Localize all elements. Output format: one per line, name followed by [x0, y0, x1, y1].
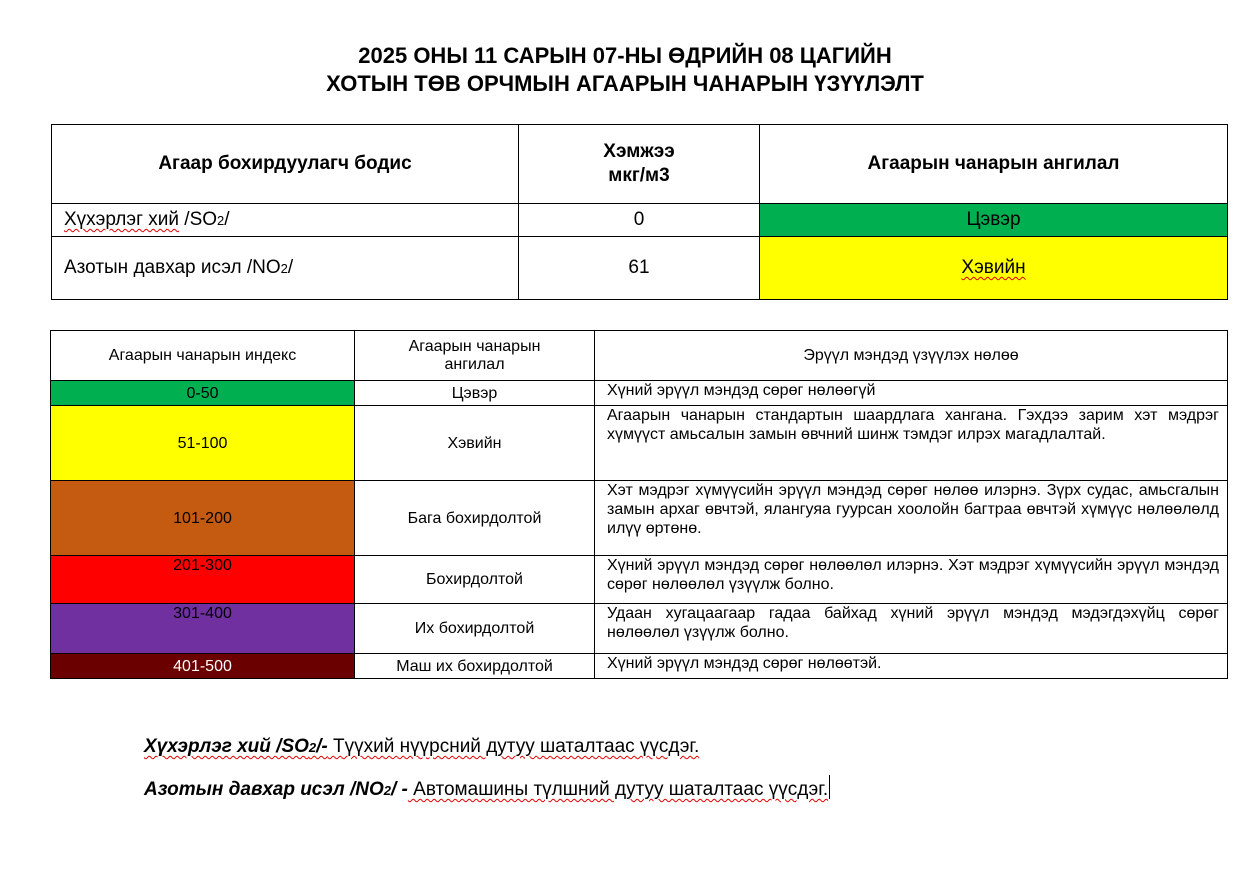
title-line-1: 2025 ОНЫ 11 САРЫН 07-НЫ ӨДРИЙН 08 ЦАГИЙН: [358, 43, 892, 68]
pollutant-name: Хүхэрлэг хий: [64, 209, 180, 230]
aqi-range: 51-100: [51, 406, 355, 481]
measurement-table: [51, 124, 1228, 300]
aqi-effect: Удаан хугацаагаар гадаа байхад хүний эрүүл мэндэд мэдэгдэхүйц сөрөг нөлөөлөл үзүүлж болно.: [595, 604, 1228, 654]
aqi-index-table: [50, 330, 1228, 679]
pollutant-cell: [52, 204, 519, 237]
aqi-range: 301-400: [51, 604, 355, 654]
pollutant-formula: /SO2/: [184, 209, 230, 230]
amount-value: 61: [519, 237, 760, 300]
pollutant-cell: [52, 237, 519, 300]
pollutant-formula: /NO2/: [246, 257, 294, 278]
aqi-category: Хэвийн: [355, 406, 595, 481]
aqi-range: 101-200: [51, 481, 355, 556]
title-line-2: ХОТЫН ТӨВ ОРЧМЫН АГААРЫН ЧАНАРЫН ҮЗҮҮЛЭЛТ: [326, 71, 924, 96]
aqi-category-header: Агаарын чанарын ангилал: [355, 331, 595, 381]
aqi-row: [51, 654, 1228, 679]
measurement-row-no2: [52, 237, 1228, 300]
aqi-row: [51, 481, 1228, 556]
pollutant-header: Агаар бохирдуулагч бодис: [52, 125, 519, 204]
amount-header-line-2: мкг/м3: [608, 165, 670, 186]
category-label: Цэвэр: [966, 209, 1021, 230]
aqi-row: [51, 556, 1228, 604]
category-cell: [760, 204, 1228, 237]
aqi-category: Их бохирдолтой: [355, 604, 595, 654]
note-text: Түүхий нүүрсний дутуу шаталтаас үүсдэг.: [327, 736, 700, 757]
amount-header: [519, 125, 760, 204]
aqi-effect: Хүний эрүүл мэндэд сөрөг нөлөөлөл илэрнэ. Хэт мэдрэг хүмүүсийн эрүүл мэндэд сөрөг нөлөөлөл үзүүлж болно.: [595, 556, 1228, 604]
aqi-index-header: Агаарын чанарын индекс: [51, 331, 355, 381]
aqi-effect: Агаарын чанарын стандартын шаардлага хангана. Гэхдээ зарим хэт мэдрэг хүмүүст амьсалын замын өвчний шинж тэмдэг илрэх магадлалтай.: [595, 406, 1228, 481]
text-cursor: [829, 775, 830, 799]
aqi-effect: Хүний эрүүл мэндэд сөрөг нөлөөтэй.: [595, 654, 1228, 679]
aqi-category: Цэвэр: [355, 381, 595, 406]
category-cell: [760, 237, 1228, 300]
aqi-effect-header: Эрүүл мэндэд үзүүлэх нөлөө: [595, 331, 1228, 381]
note-text: Автомашины түлшний дутуу шаталтаас үүсдэг.: [407, 779, 829, 800]
aqi-row: [51, 406, 1228, 481]
amount-header-line-1: Хэмжээ: [603, 141, 675, 162]
pollutant-name: Азотын давхар исэл: [64, 257, 242, 278]
note-label: Азотын давхар исэл /NO2/ -: [144, 779, 408, 800]
aqi-row: [51, 604, 1228, 654]
aqi-row: [51, 381, 1228, 406]
aqi-header-row: [51, 331, 1228, 381]
aqi-range: 0-50: [51, 381, 355, 406]
note-so2: [144, 736, 699, 758]
report-title: [0, 42, 1250, 98]
aqi-category: Бага бохирдолтой: [355, 481, 595, 556]
aqi-range: 401-500: [51, 654, 355, 679]
aqi-effect: Хэт мэдрэг хүмүүсийн эрүүл мэндэд сөрөг нөлөө илэрнэ. Зүрх судас, амьсгалын замын архаг өвчтэй, ялангуяа гуурсан хоолойн багтраа өвчтэй хүмүүс нөлөөлөлд илүү өртөнө.: [595, 481, 1228, 556]
category-label: Хэвийн: [961, 257, 1026, 278]
measurement-header-row: [52, 125, 1228, 204]
category-header: Агаарын чанарын ангилал: [760, 125, 1228, 204]
aqi-effect: Хүний эрүүл мэндэд сөрөг нөлөөгүй: [595, 381, 1228, 406]
measurement-row-so2: [52, 204, 1228, 237]
aqi-category: Маш их бохирдолтой: [355, 654, 595, 679]
note-no2: [144, 775, 830, 801]
aqi-category: Бохирдолтой: [355, 556, 595, 604]
note-label: Хүхэрлэг хий /SO2/-: [144, 736, 328, 757]
amount-value: 0: [519, 204, 760, 237]
aqi-range: 201-300: [51, 556, 355, 604]
